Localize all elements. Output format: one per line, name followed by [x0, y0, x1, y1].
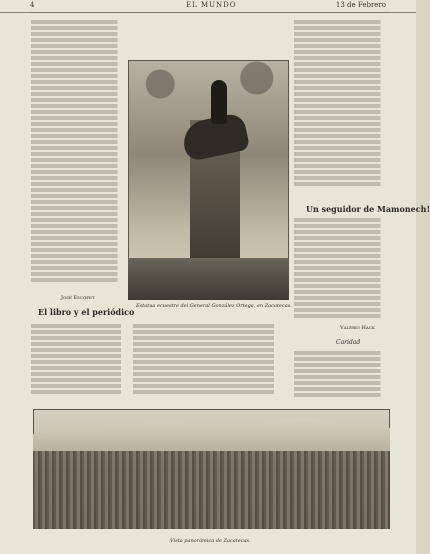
text-line — [31, 242, 125, 246]
header-date: 13 de Febrero — [335, 1, 386, 9]
text-line — [294, 381, 388, 385]
text-line — [31, 176, 125, 180]
text-line — [294, 98, 388, 102]
text-line — [31, 38, 125, 42]
text-line — [294, 104, 388, 108]
text-line — [31, 348, 129, 352]
text-line — [294, 116, 388, 120]
text-line — [294, 92, 388, 96]
text-line — [294, 44, 388, 48]
statue-photo — [128, 60, 289, 300]
text-line — [31, 342, 129, 346]
text-line — [31, 62, 125, 66]
text-line — [31, 336, 129, 340]
text-line — [294, 62, 388, 66]
text-line — [31, 218, 125, 222]
text-line — [31, 158, 125, 162]
header-rule — [30, 12, 390, 13]
text-line — [133, 324, 286, 328]
lower-left-text — [31, 322, 129, 396]
text-line — [294, 176, 388, 180]
text-line — [31, 224, 125, 228]
text-line — [31, 104, 125, 108]
text-line — [31, 254, 125, 258]
text-line — [294, 74, 388, 78]
text-line — [294, 357, 388, 361]
text-line — [31, 324, 129, 328]
text-line — [294, 363, 388, 367]
right-headline: Un seguidor de Mamonech! — [306, 204, 430, 214]
text-line — [294, 351, 388, 355]
text-line — [294, 393, 388, 397]
text-line — [294, 122, 388, 126]
text-line — [31, 188, 125, 192]
text-line — [31, 140, 125, 144]
text-line — [31, 80, 125, 84]
text-line — [294, 182, 388, 186]
text-line — [31, 182, 125, 186]
text-line — [31, 360, 129, 364]
text-line — [133, 384, 286, 388]
text-line — [294, 266, 388, 270]
city-view — [33, 451, 390, 529]
text-line — [294, 50, 388, 54]
text-line — [133, 372, 286, 376]
text-line — [31, 26, 125, 30]
text-line — [31, 384, 129, 388]
text-line — [31, 260, 125, 264]
text-line — [31, 122, 125, 126]
text-line — [294, 140, 388, 144]
text-line — [31, 134, 125, 138]
text-line — [31, 378, 129, 382]
text-line — [31, 366, 129, 370]
text-line — [294, 110, 388, 114]
text-line — [31, 230, 125, 234]
text-line — [31, 206, 125, 210]
text-line — [31, 266, 125, 270]
text-line — [294, 164, 388, 168]
text-line — [31, 56, 125, 60]
lower-right-text — [294, 349, 388, 399]
masthead: EL MUNDO — [186, 1, 237, 9]
text-line — [31, 236, 125, 240]
text-line — [31, 68, 125, 72]
text-line — [294, 38, 388, 42]
text-line — [294, 152, 388, 156]
text-line — [31, 200, 125, 204]
text-line — [294, 369, 388, 373]
left-column-text — [31, 18, 125, 284]
left-headline: El libro y el periódico — [38, 307, 135, 317]
statue-caption: Estatua ecuestre del General González Ortega, en Zacatecas. — [136, 303, 292, 309]
text-line — [31, 278, 125, 282]
text-line — [294, 158, 388, 162]
text-line — [294, 26, 388, 30]
text-line — [31, 390, 129, 394]
text-line — [294, 248, 388, 252]
text-line — [294, 375, 388, 379]
text-line — [31, 248, 125, 252]
text-line — [31, 20, 125, 24]
text-line — [294, 254, 388, 258]
text-line — [294, 308, 388, 312]
text-line — [31, 354, 129, 358]
lower-middle-text — [133, 322, 286, 396]
text-line — [294, 68, 388, 72]
text-line — [294, 387, 388, 391]
text-line — [31, 92, 125, 96]
text-line — [31, 32, 125, 36]
crowd — [128, 258, 289, 300]
text-line — [31, 194, 125, 198]
text-line — [31, 74, 125, 78]
right-column-text-2 — [294, 216, 388, 320]
text-line — [294, 296, 388, 300]
text-line — [294, 302, 388, 306]
text-line — [294, 146, 388, 150]
text-line — [294, 20, 388, 24]
text-line — [294, 290, 388, 294]
text-line — [133, 354, 286, 358]
text-line — [31, 110, 125, 114]
text-line — [31, 372, 129, 376]
trees — [128, 60, 289, 120]
text-line — [31, 98, 125, 102]
text-line — [133, 348, 286, 352]
text-line — [133, 378, 286, 382]
panorama-caption: Vista panorámica de Zacatecas. — [170, 538, 251, 544]
text-line — [133, 336, 286, 340]
text-line — [31, 152, 125, 156]
text-line — [133, 366, 286, 370]
text-line — [31, 116, 125, 120]
text-line — [31, 50, 125, 54]
text-line — [31, 170, 125, 174]
right-column-text — [294, 18, 388, 188]
left-author: José Escofet — [61, 295, 95, 301]
text-line — [294, 218, 388, 222]
text-line — [31, 164, 125, 168]
text-line — [31, 44, 125, 48]
text-line — [294, 32, 388, 36]
panorama-photo — [33, 409, 390, 529]
text-line — [294, 272, 388, 276]
text-line — [294, 128, 388, 132]
charity-heading: Caridad — [336, 339, 361, 346]
text-line — [294, 80, 388, 84]
rider — [211, 80, 227, 124]
text-line — [294, 86, 388, 90]
text-line — [31, 330, 129, 334]
text-line — [31, 86, 125, 90]
text-line — [294, 56, 388, 60]
text-line — [31, 146, 125, 150]
text-line — [294, 236, 388, 240]
text-line — [294, 260, 388, 264]
text-line — [294, 170, 388, 174]
mountain-range — [33, 409, 390, 451]
text-line — [294, 134, 388, 138]
text-line — [31, 212, 125, 216]
text-line — [294, 230, 388, 234]
text-line — [31, 128, 125, 132]
right-author: Valerio Hack — [340, 325, 375, 331]
text-line — [294, 314, 388, 318]
text-line — [133, 360, 286, 364]
text-line — [294, 278, 388, 282]
page-number: 4 — [30, 1, 35, 9]
text-line — [294, 284, 388, 288]
text-line — [294, 242, 388, 246]
text-line — [294, 224, 388, 228]
text-line — [133, 390, 286, 394]
text-line — [133, 330, 286, 334]
text-line — [133, 342, 286, 346]
text-line — [31, 272, 125, 276]
